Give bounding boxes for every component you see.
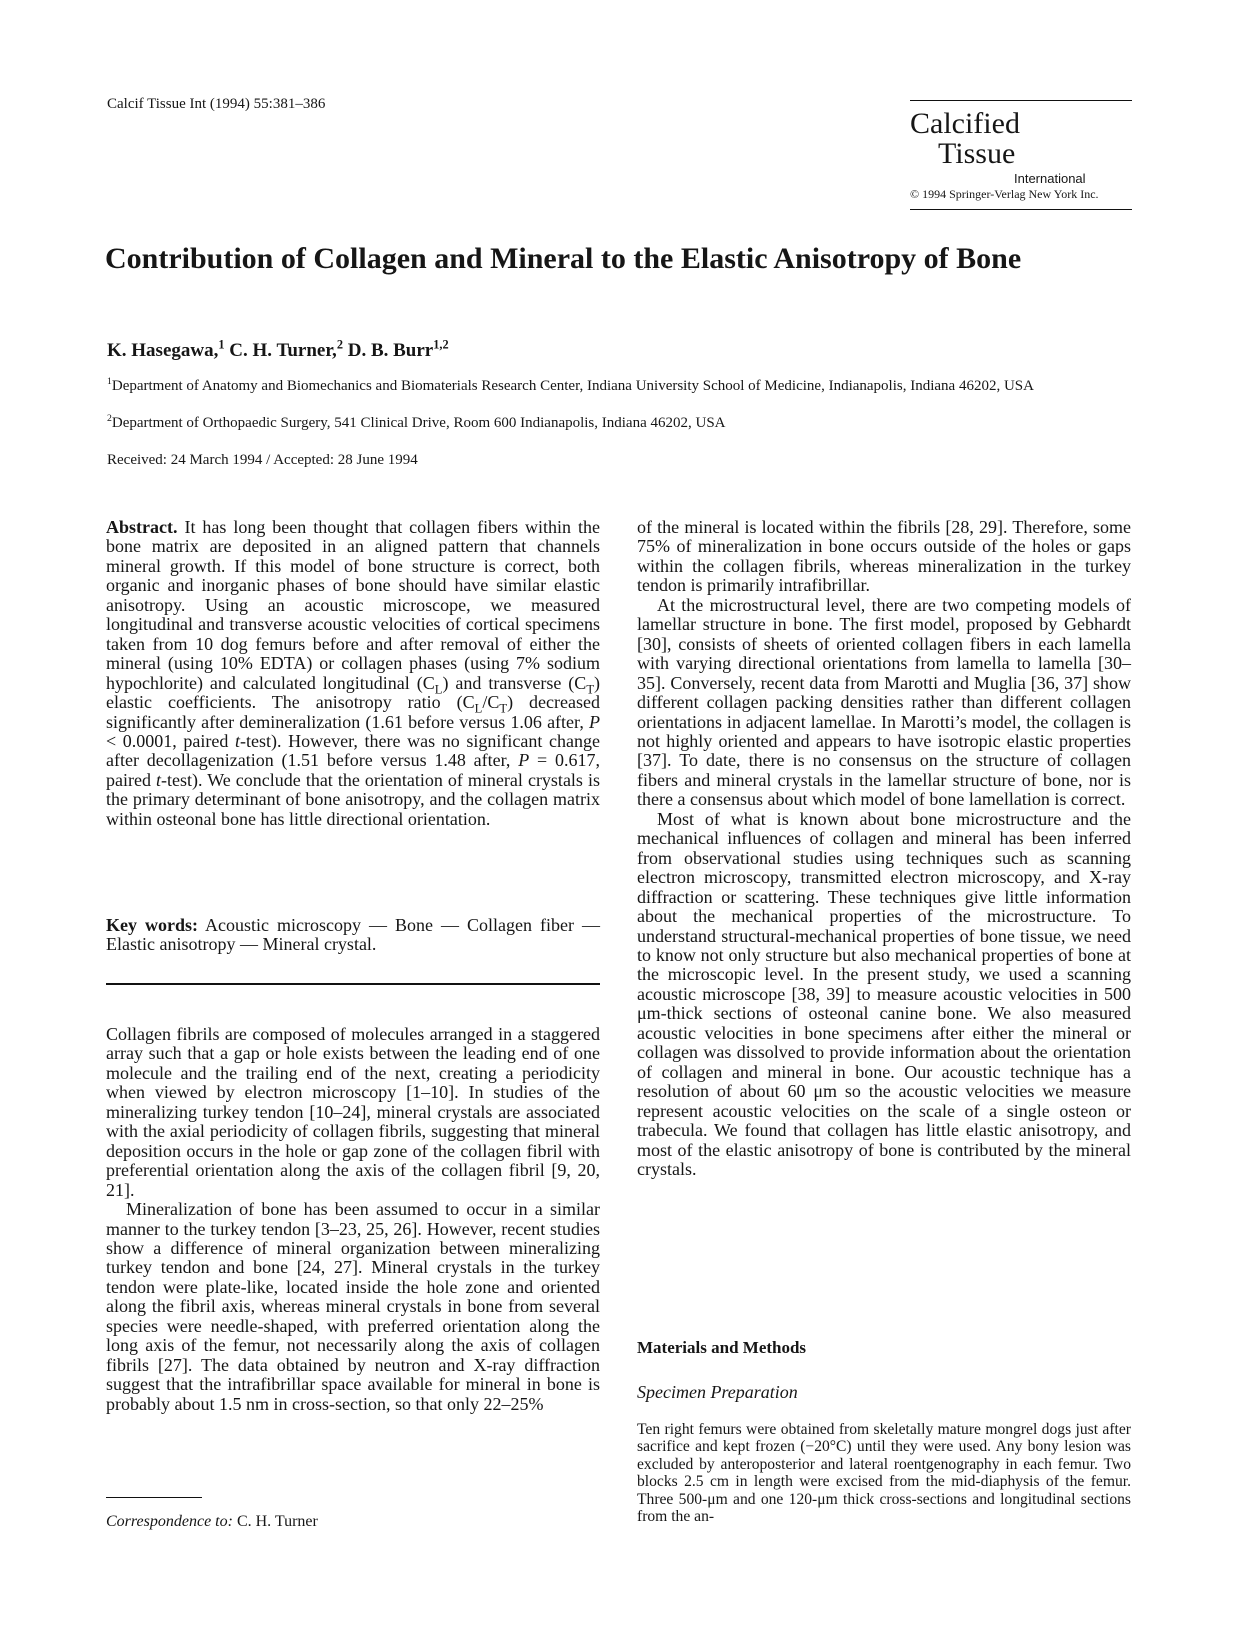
affiliation-text: Department of Orthopaedic Surgery, 541 Clinical Drive, Room 600 Indianapolis, Indiana 46202, USA — [111, 415, 726, 431]
subscript: T — [499, 701, 508, 716]
affiliation-mark: 2 — [107, 413, 112, 424]
subscript: T — [586, 682, 595, 697]
affiliation-text: Department of Anatomy and Biomechanics and Biomaterials Research Center, Indiana University School of Medicine, Indianapolis, Indiana 46202, USA — [111, 378, 1034, 394]
intro-paragraph: Most of what is known about bone microstructure and the mechanical influences of collagen and mineral has been inferred from observational studies using techniques such as scanning electron microscopy, transmitted electron microscopy, and X-ray diffraction or scattering. These techniques give little information about the mechanical properties of the microstructure. To understand structural-mechanical properties of bone tissue, we need to know not only structure but also mechanical properties of bone at the microscopic level. In the present study, we used a scanning acoustic microscope [38, 39] to measure acoustic velocities in 500 μm-thick sections of osteonal canine bone. We also measured acoustic velocities in bone specimens after either the mineral or collagen was dissolved to provide information about the orientation of collagen and mineral in bone. Our acoustic technique has a resolution of about 60 μm so the acoustic velocities we measure represent acoustic velocities on the scale of a single osteon or trabecula. We found that collagen has little elastic anisotropy, and most of the elastic anisotropy of bone is contributed by the mineral crystals. — [637, 808, 1131, 1179]
italic-symbol: t — [235, 730, 241, 751]
italic-symbol: P — [518, 750, 530, 771]
subscript: L — [474, 701, 483, 716]
subscript: L — [434, 682, 443, 697]
journal-name-line2: Tissue — [938, 137, 1016, 170]
author-name: K. Hasegawa, — [107, 340, 219, 361]
author-affiliation-mark: 1,2 — [433, 337, 449, 352]
intro-paragraph: of the mineral is located within the fibrils [28, 29]. Therefore, some 75% of mineralization in bone occurs outside of the holes or gaps within the collagen fibrils, whereas mineralization in the turkey tendon is primarily intrafibrillar. — [637, 517, 1131, 596]
journal-name-line1: Calcified — [910, 107, 1020, 140]
abstract-text: < 0.0001, paired — [106, 730, 236, 751]
abstract-label: Abstract. — [106, 517, 178, 537]
italic-symbol: P — [589, 711, 600, 732]
journal-citation: Calcif Tissue Int (1994) 55:381–386 — [107, 96, 326, 112]
correspondence-footnote — [106, 1513, 318, 1531]
introduction-left-column — [106, 1025, 600, 1414]
affiliation-mark: 1 — [107, 376, 112, 387]
abstract-text: ) and transverse (C — [442, 672, 587, 693]
journal-name-international: International — [1014, 171, 1086, 186]
author-affiliation-mark: 2 — [336, 337, 343, 352]
affiliation-2 — [107, 415, 1137, 432]
author-name: D. B. Burr — [342, 340, 434, 361]
abstract-text: -test). However, there was no significant change after decollagenization (1.51 before versus 1.48 after, — [106, 730, 600, 771]
keywords — [106, 916, 600, 955]
abstract — [106, 518, 600, 829]
abstract-text: /C — [482, 692, 500, 713]
intro-paragraph: Collagen fibrils are composed of molecules arranged in a staggered array such that a gap or hole exists between the leading end of one molecule and the trailing end of the next, creating a periodicity when viewed by electron microscopy [1–10]. In studies of the mineralizing turkey tendon [10–24], mineral crystals are associated with the axial periodicity of collagen fibrils, suggesting that mineral deposition occurs in the hole or gap zone of the collagen fibril with preferential orientation along the axis of the collagen fibril [9, 20, 21]. — [106, 1024, 600, 1200]
section-heading-methods: Materials and Methods — [637, 1338, 807, 1357]
footnote-divider — [106, 1497, 202, 1498]
keywords-label: Key words: — [106, 915, 198, 935]
italic-symbol: t — [156, 769, 162, 790]
affiliation-1 — [107, 378, 1137, 395]
journal-logo-box — [910, 100, 1132, 210]
journal-copyright: © 1994 Springer-Verlag New York Inc. — [910, 187, 1099, 201]
footnote-name: C. H. Turner — [232, 1513, 318, 1530]
abstract-text: It has long been thought that collagen fibers within the bone matrix are deposited in an aligned pattern that channels mineral growth. If this model of bone structure is correct, both organic and inorganic phases of bone should have similar elastic anisotropy. Using an acoustic microscope, we measured longitudinal and transverse acoustic velocities of cortical specimens taken from 10 dog femurs before and after removal of either the mineral (using 10% EDTA) or collagen phases (using 7% sodium hypochlorite) and calculated longitudinal (C — [106, 517, 600, 693]
abstract-text: ) decreased significantly after demineralization (1.61 before versus 1.06 after, — [106, 692, 600, 732]
author-affiliation-mark: 1 — [218, 337, 225, 352]
abstract-text: -test). We conclude that the orientation of mineral crystals is the primary determinant of bone anisotropy, and the collagen matrix within osteonal bone has little directional orientation. — [106, 769, 600, 829]
author-name: C. H. Turner, — [224, 340, 337, 361]
intro-paragraph: Mineralization of bone has been assumed to occur in a similar manner to the turkey tendon [3–23, 25, 26]. However, recent studies show a difference of mineral organization between mineralizing turkey tendon and bone [24, 27]. Mineral crystals in the turkey tendon were plate-like, located inside the hole zone and oriented along the fibril axis, whereas mineral crystals in bone from several species were needle-shaped, with preferred orientation along the long axis of the femur, not necessarily along the axis of collagen fibrils [27]. The data obtained by neutron and X-ray diffraction suggest that the intrafibrillar space available for mineral in bone is probably about 1.5 nm in cross-section, so that only 22–25% — [106, 1199, 600, 1414]
footnote-label: Correspondence to: — [106, 1513, 233, 1530]
subsection-heading-specimen-preparation: Specimen Preparation — [637, 1382, 798, 1402]
author-list — [107, 337, 449, 362]
methods-paragraph — [637, 1421, 1131, 1525]
keywords-text: Acoustic microscopy — Bone — Collagen fiber — Elastic anisotropy — Mineral crystal. — [106, 915, 600, 955]
received-accepted-dates: Received: 24 March 1994 / Accepted: 28 June 1994 — [107, 452, 418, 468]
methods-text: Ten right femurs were obtained from skeletally mature mongrel dogs just after sacrifice and kept frozen (−20°C) until they were used. Any bony lesion was excluded by anteroposterior and lateral roentgenography in each femur. Two blocks 2.5 cm in length were excised from the mid-diaphysis of the femur. Three 500-μm and one 120-μm thick cross-sections and longitudinal sections from the an- — [637, 1421, 1131, 1526]
abstract-divider — [106, 983, 600, 985]
introduction-right-column — [637, 518, 1131, 1179]
abstract-text: = 0.617, paired — [106, 750, 601, 790]
intro-paragraph: At the microstructural level, there are two competing models of lamellar structure in bone. The first model, proposed by Gebhardt [30], consists of sheets of oriented collagen fibers in each lamella with varying directional orientations from lamella to lamella [30–35]. Conversely, recent data from Marotti and Muglia [36, 37] show different collagen packing densities rather than different collagen orientations in adjacent lamellae. In Marotti’s model, the collagen is not highly oriented and appears to have isotropic elastic properties [37]. To date, there is no consensus on the structure of collagen fibers and mineral crystals in the lamellar structure of bone, nor is there a consensus about which model of bone lamellation is correct. — [637, 594, 1131, 810]
abstract-text: ) elastic coefficients. The anisotropy ratio (C — [106, 672, 601, 713]
paper-title: Contribution of Collagen and Mineral to the Elastic Anisotropy of Bone — [105, 242, 1022, 275]
